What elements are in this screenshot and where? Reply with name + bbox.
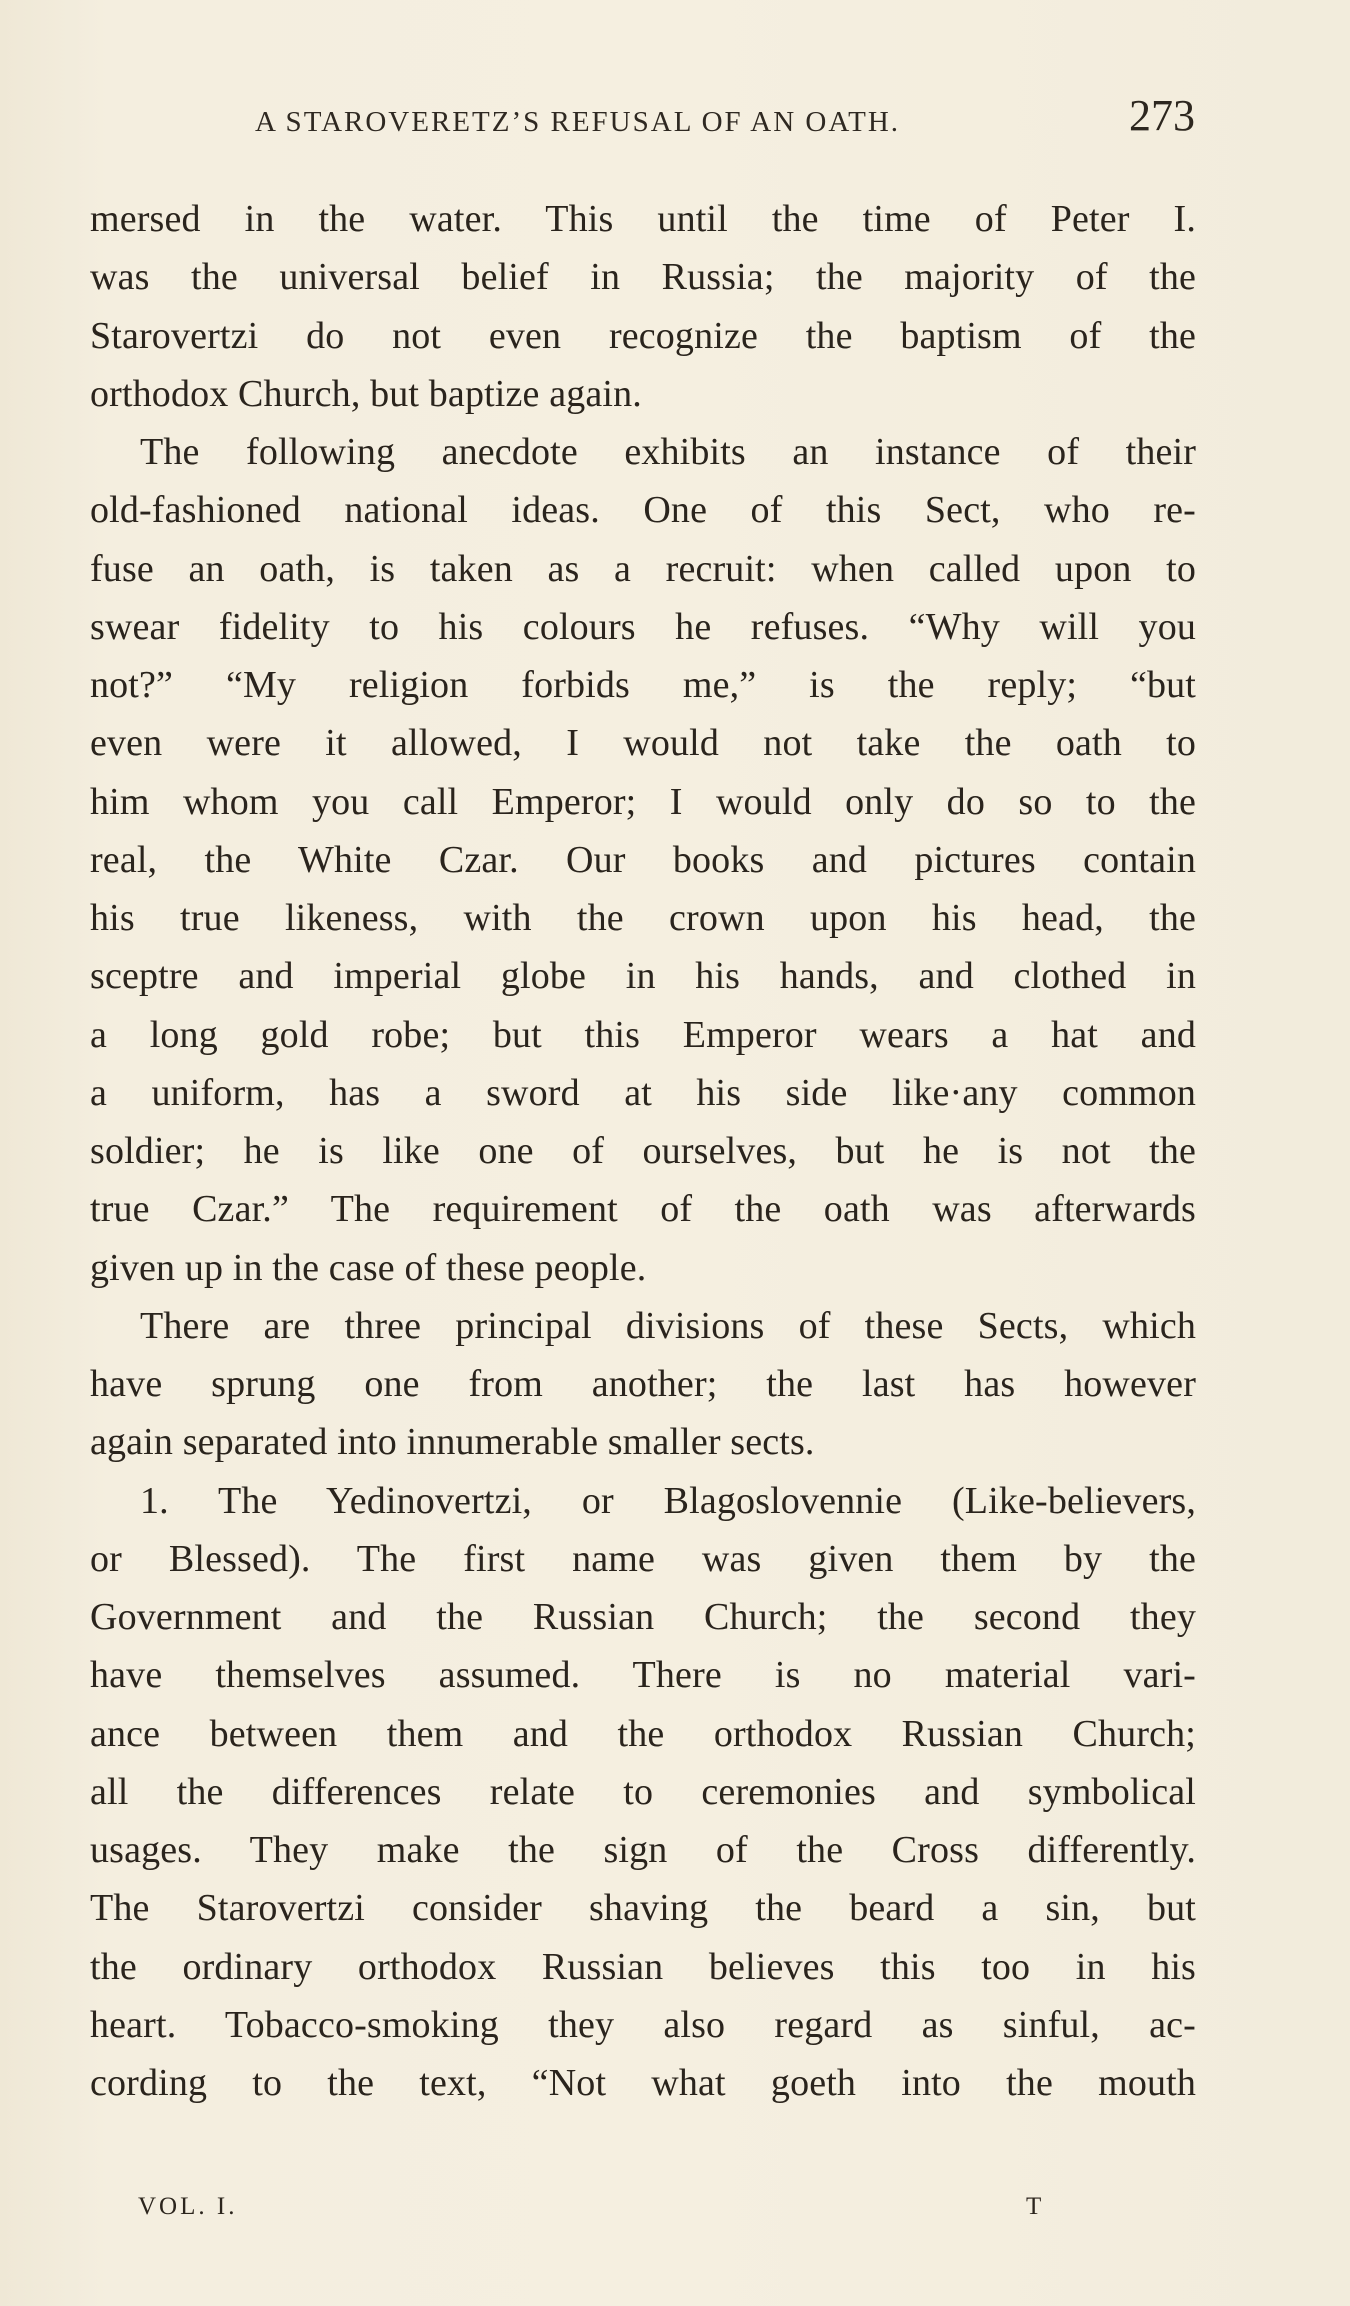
text-line: a uniform, has a sword at his side like·any common bbox=[90, 1071, 1196, 1114]
text-line: ance between them and the orthodox Russian Church; bbox=[90, 1712, 1196, 1755]
text-line: him whom you call Emperor; I would only do so to the bbox=[90, 780, 1196, 823]
text-line: heart. Tobacco-smoking they also regard as sinful, ac- bbox=[90, 2003, 1196, 2046]
text-line: cording to the text, “Not what goeth into the mouth bbox=[90, 2062, 1196, 2104]
text-line: even were it allowed, I would not take the oath to bbox=[90, 722, 1196, 765]
text-line: all the differences relate to ceremonies and symbolical bbox=[90, 1770, 1196, 1813]
body-text bbox=[90, 190, 1196, 2112]
page-header bbox=[90, 84, 1200, 154]
volume-label: VOL. I. bbox=[138, 2193, 238, 2220]
text-line: fuse an oath, is taken as a recruit: when called upon to bbox=[90, 547, 1196, 590]
text-line: have themselves assumed. There is no material vari- bbox=[90, 1654, 1196, 1697]
text-line: real, the White Czar. Our books and pictures contain bbox=[90, 838, 1196, 881]
text-line: The Starovertzi consider shaving the beard a sin, but bbox=[90, 1887, 1196, 1930]
text-line: sceptre and imperial globe in his hands, and clothed in bbox=[90, 955, 1196, 998]
text-line: was the universal belief in Russia; the majority of the bbox=[90, 256, 1196, 299]
text-line: his true likeness, with the crown upon his head, the bbox=[90, 897, 1196, 939]
text-line: 1. The Yedinovertzi, or Blagoslovennie (Like-believers, bbox=[140, 1479, 1196, 1522]
text-line: There are three principal divisions of these Sects, which bbox=[140, 1304, 1196, 1347]
signature-mark: T bbox=[1026, 2193, 1045, 2220]
text-line: swear fidelity to his colours he refuses. “Why will you bbox=[90, 605, 1196, 648]
text-line: The following anecdote exhibits an instance of their bbox=[140, 431, 1196, 473]
text-line: old-fashioned national ideas. One of this Sect, who re- bbox=[90, 489, 1196, 532]
text-line: mersed in the water. This until the time of Peter I. bbox=[90, 198, 1196, 240]
text-line: soldier; he is like one of ourselves, but he is not the bbox=[90, 1130, 1196, 1172]
running-head: A STAROVERETZ’S REFUSAL OF AN OATH. bbox=[254, 106, 901, 138]
text-line: again separated into innumerable smaller sects. bbox=[90, 1421, 815, 1464]
text-line: have sprung one from another; the last has however bbox=[90, 1363, 1196, 1405]
text-line: true Czar.” The requirement of the oath was afterwards bbox=[90, 1188, 1196, 1231]
text-line: or Blessed). The first name was given them by the bbox=[90, 1537, 1196, 1580]
text-line: a long gold robe; but this Emperor wears a hat and bbox=[90, 1013, 1196, 1056]
text-line: given up in the case of these people. bbox=[90, 1246, 647, 1289]
text-line: Government and the Russian Church; the second they bbox=[90, 1596, 1196, 1638]
text-line: Starovertzi do not even recognize the baptism of the bbox=[90, 314, 1196, 357]
text-line: the ordinary orthodox Russian believes this too in his bbox=[90, 1945, 1196, 1988]
page-footer bbox=[138, 2193, 1098, 2233]
page-number: 273 bbox=[1129, 91, 1195, 140]
text-line: not?” “My religion forbids me,” is the reply; “but bbox=[90, 664, 1196, 706]
text-line: orthodox Church, but baptize again. bbox=[90, 372, 642, 415]
text-line: usages. They make the sign of the Cross differently. bbox=[90, 1829, 1196, 1871]
